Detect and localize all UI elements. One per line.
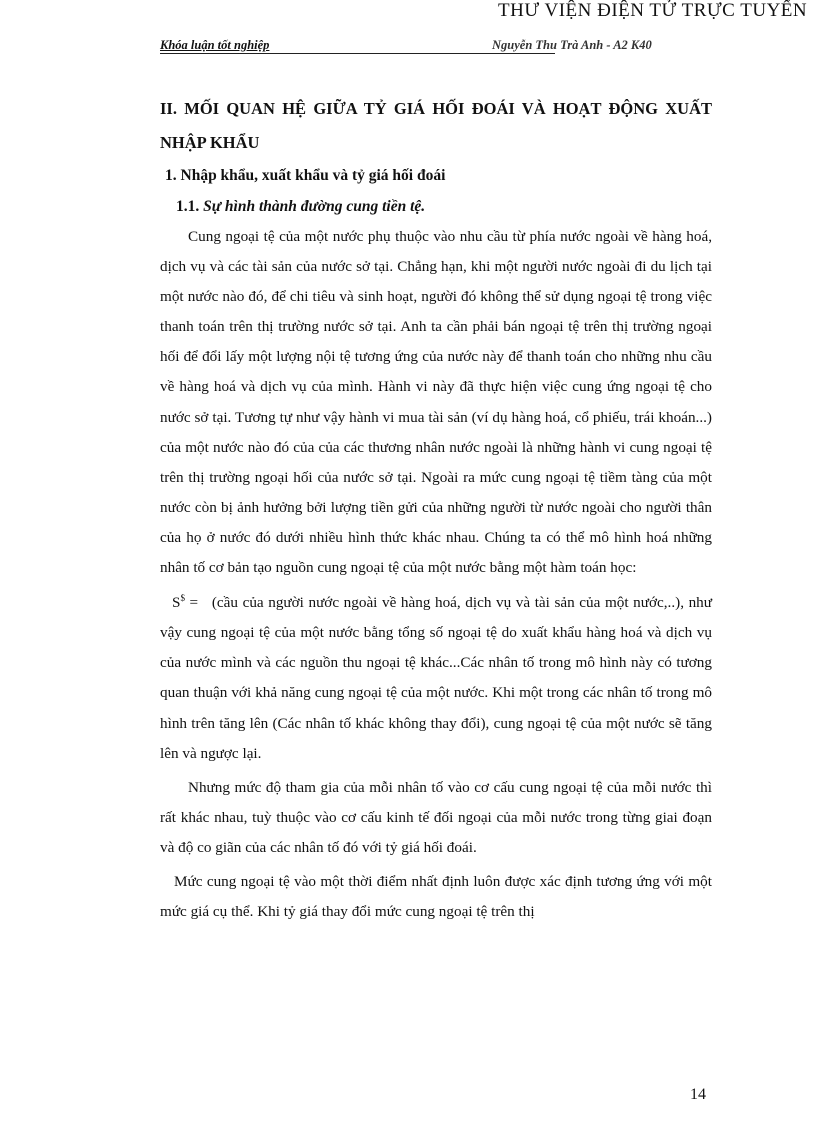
subsubsection-title: Sự hình thành đường cung tiền tệ. <box>203 198 426 215</box>
formula-text: (cầu của người nước ngoài về hàng hoá, dịch vụ và tài sản của một nước,..), như vậy cung ngoại tệ của một nước bằng tổng số ngoại tệ do xuất khẩu hàng hoá và dịch vụ của nước mình và các nguồn thu ngoại tệ khác...Các nhân tố trong mô hình này có tương quan thuận với khả năng cung ngoại tệ của một nước. Khi một trong các nhân tố trong mô hình trên tăng lên (Các nhân tố khác không thay đổi), cung ngoại tệ của một nước sẽ tăng lên và ngược lại. <box>160 594 713 762</box>
subsubsection-heading <box>176 191 712 222</box>
paragraph-1: Cung ngoại tệ của một nước phụ thuộc vào nhu cầu từ phía nước ngoài về hàng hoá, dịch vụ và các tài sản của nước sở tại. Chẳng hạn, khi một người nước ngoài đi du lịch tại một nước nào đó, để chi tiêu và sinh hoạt, người đó không thể sử dụng ngoại tệ trong việc thanh toán trên thị trường nước sở tại. Anh ta cần phải bán ngoại tệ trên thị trường ngoại hối để đổi lấy một lượng nội tệ tương ứng của nước này để thanh toán cho những nhu cầu về hàng hoá và dịch vụ của mình. Hành vi này đã thực hiện việc cung ứng ngoại tệ cho nước sở tại. Tương tự như vậy hành vi mua tài sản (ví dụ hàng hoá, cổ phiếu, trái khoán...) của một nước nào đó của của các thương nhân nước ngoài là những hành vi cung ngoại tệ trên thị trường ngoại hối của nước sở tại. Ngoài ra mức cung ngoại tệ tiềm tàng của một nước còn bị ảnh hưởng bởi lượng tiền gửi của những người từ nước ngoài cho người thân của họ ở nước đó dưới nhiều hình thức khác nhau. Chúng ta có thể mô hình hoá những nhân tố cơ bản tạo nguồn cung ngoại tệ của một nước bằng một hàm toán học: <box>160 228 712 577</box>
header-rule <box>160 53 555 54</box>
formula-superscript: $ <box>180 593 185 604</box>
section-title: II. MỐI QUAN HỆ GIỮA TỶ GIÁ HỐI ĐOÁI VÀ HOẠT ĐỘNG XUẤT NHẬP KHẨU <box>160 99 712 152</box>
subsubsection-number: 1.1. <box>176 198 200 215</box>
page-content <box>160 92 712 927</box>
subsection-title: 1. Nhập khẩu, xuất khẩu và tỷ giá hối đoái <box>165 167 446 184</box>
page-header <box>160 34 810 56</box>
header-left-text: Khóa luận tốt nghiệp <box>160 38 270 52</box>
header-right-text: Nguyễn Thu Trà Anh - A2 K40 <box>492 38 652 52</box>
page-number: 14 <box>690 1086 706 1103</box>
formula-paragraph <box>160 583 712 769</box>
paragraph-2: Nhưng mức độ tham gia của mỗi nhân tố vào cơ cấu cung ngoại tệ của mỗi nước thì rất khác nhau, tuỳ thuộc vào cơ cấu kinh tế đối ngoại của mỗi nước trong từng giai đoạn và độ co giãn của các nhân tố đó với tỷ giá hối đoái. <box>160 778 712 856</box>
formula-equals: = <box>184 594 199 612</box>
formula-symbol: S <box>172 594 181 612</box>
paragraph-3: Mức cung ngoại tệ vào một thời điểm nhất định luôn được xác định tương ứng với một mức giá cụ thể. Khi tỷ giá thay đổi mức cung ngoại tệ trên thị <box>160 873 712 921</box>
watermark-text: THƯ VIỆN ĐIỆN TỬ TRỰC TUYẾN <box>498 0 808 21</box>
